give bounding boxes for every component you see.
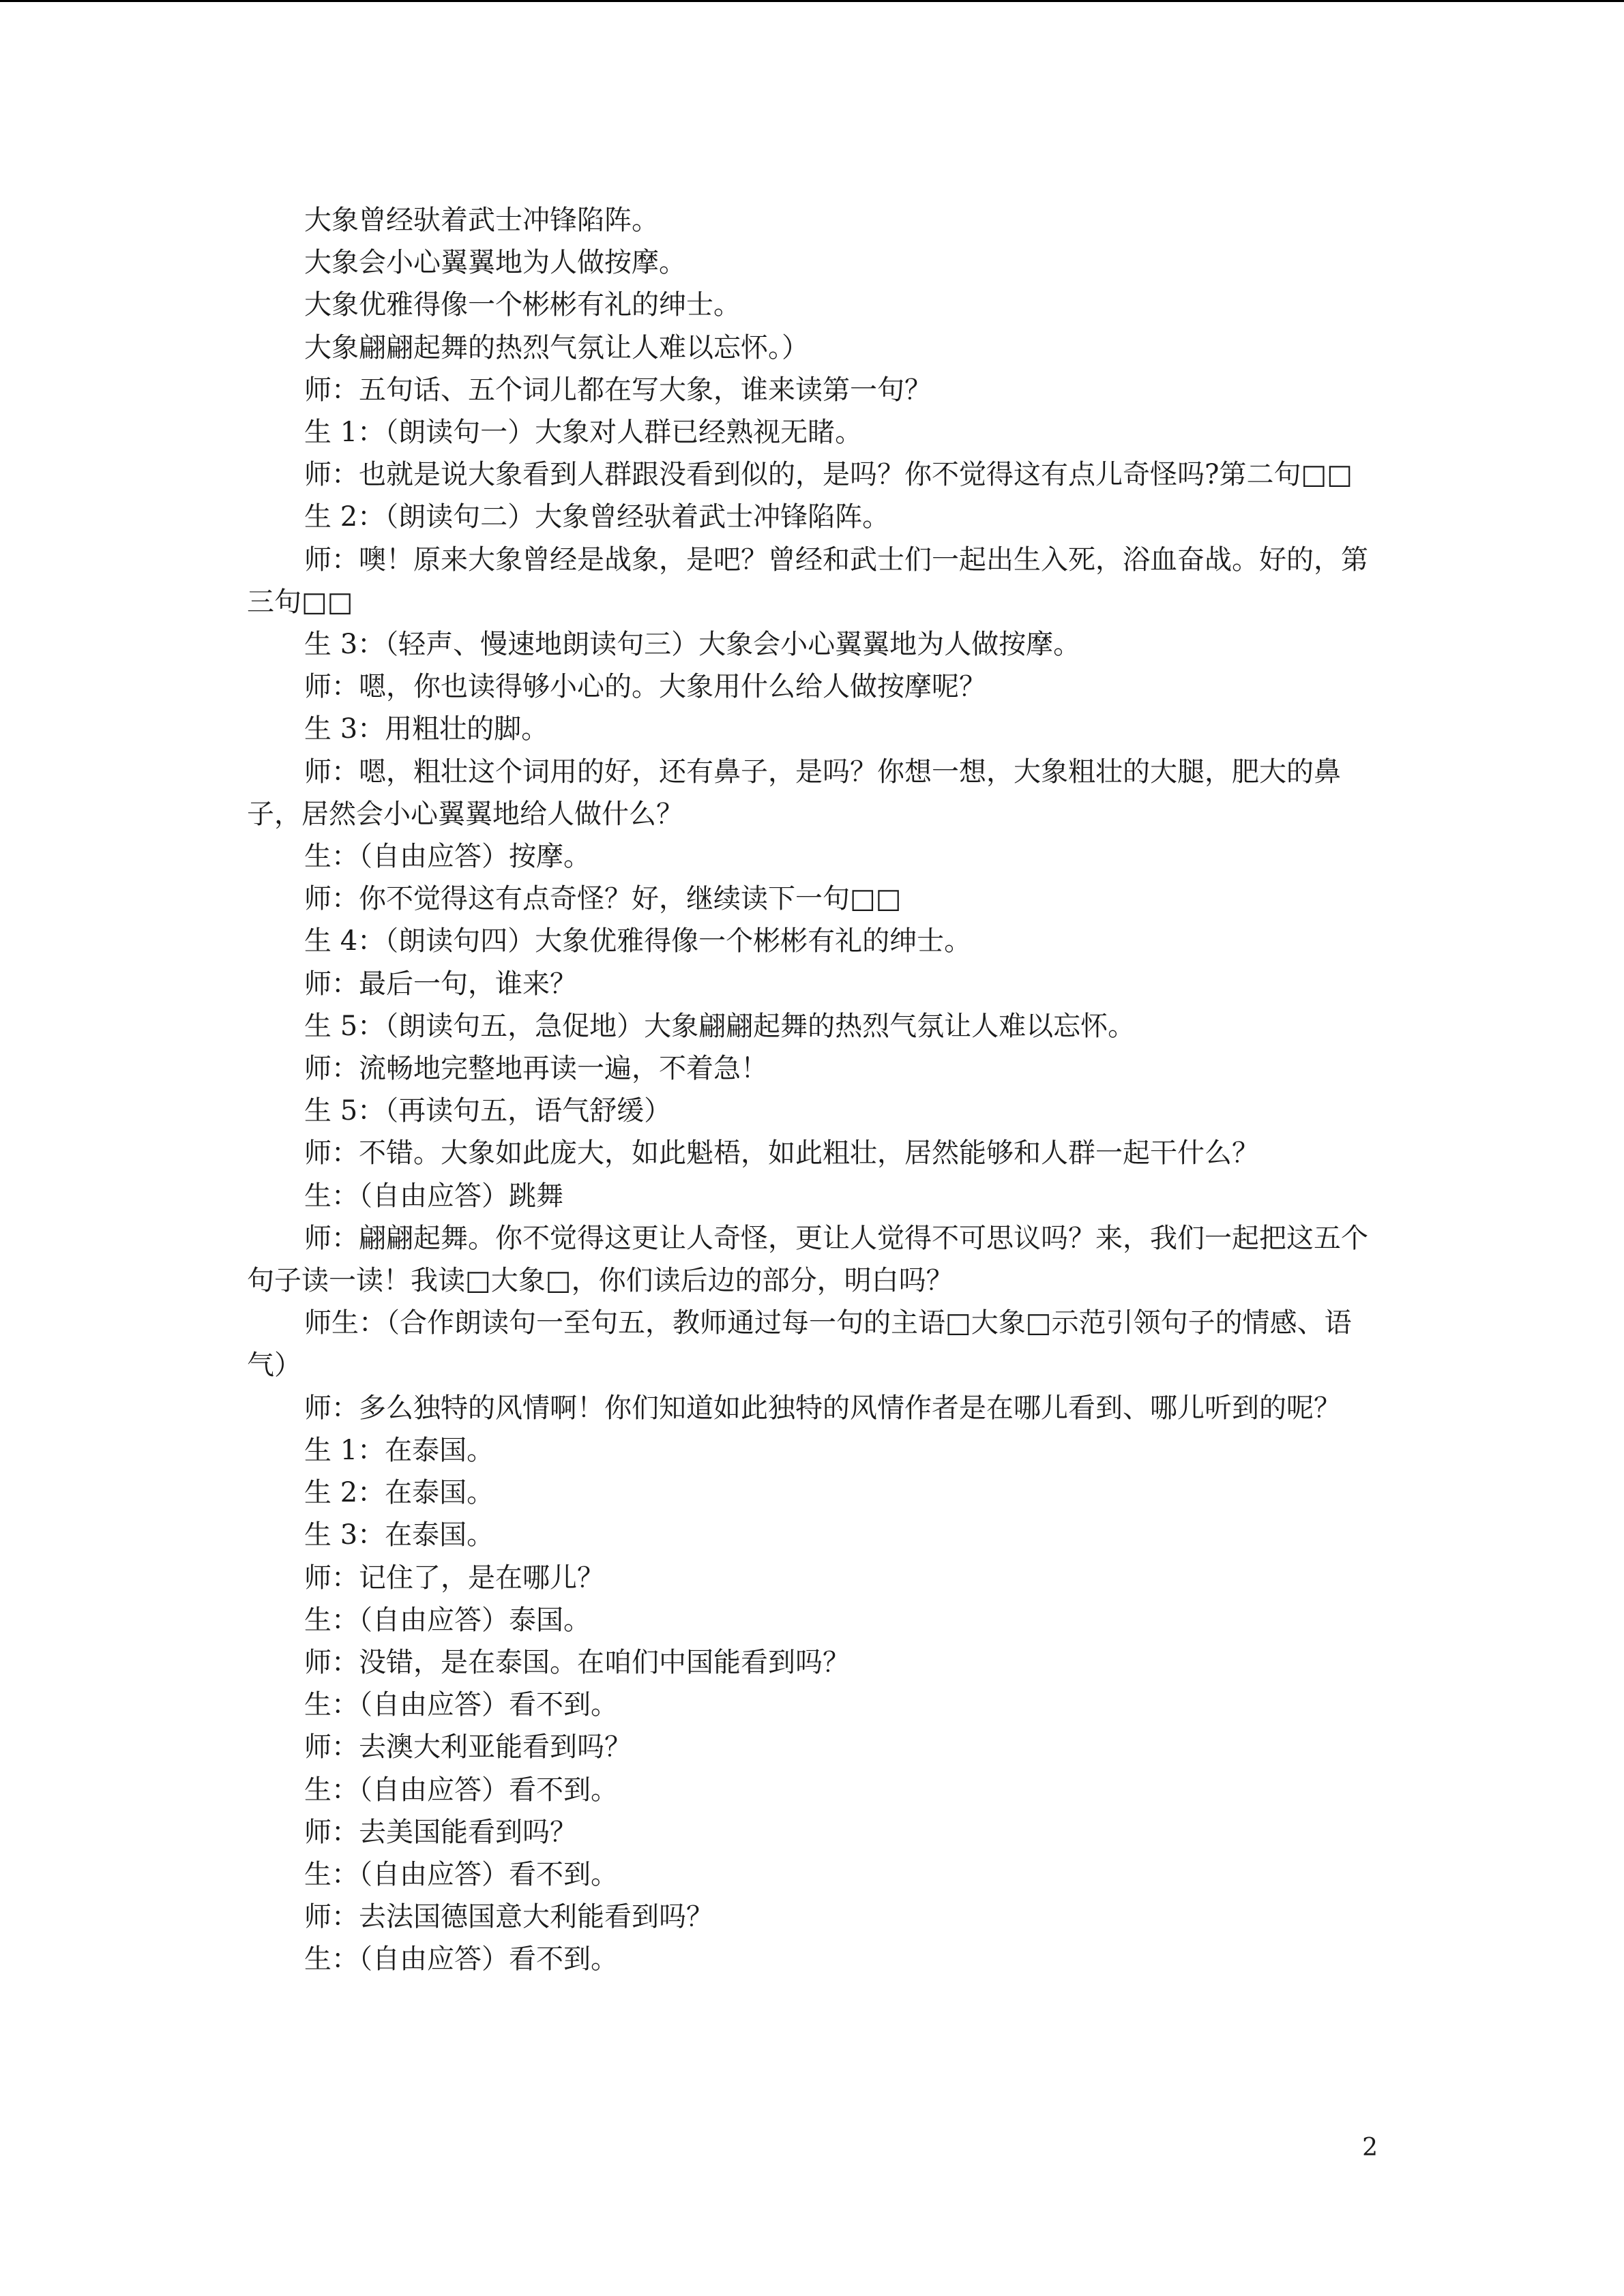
paragraph: 生 2：（朗读句二）大象曾经驮着武士冲锋陷阵。	[304, 501, 890, 533]
paragraph: 师：没错，是在泰国。在咱们中国能看到吗？	[304, 1646, 850, 1678]
paragraph: 师：去法国德国意大利能看到吗？	[304, 1901, 713, 1933]
paragraph: 生 5：（朗读句五，急促地）大象翩翩起舞的热烈气氛让人难以忘怀。	[304, 1010, 1136, 1042]
paragraph: 师：嗯，你也读得够小心的。大象用什么给人做按摩呢？	[304, 671, 986, 703]
paragraph: 师：多么独特的风情啊！你们知道如此独特的风情作者是在哪儿看到、哪儿听到的呢？	[304, 1392, 1341, 1424]
paragraph: 生：（自由应答）看不到。	[304, 1689, 618, 1721]
paragraph: 生：（自由应答）看不到。	[304, 1774, 618, 1806]
paragraph: 师：记住了，是在哪儿？	[304, 1562, 604, 1594]
paragraph: 生 1：（朗读句一）大象对人群已经熟视无睹。	[304, 417, 863, 449]
paragraph: 师：五句话、五个词儿都在写大象，谁来读第一句？	[304, 374, 932, 406]
paragraph: 师：流畅地完整地再读一遍，不着急！	[304, 1053, 768, 1085]
paragraph: 师生：（合作朗读句一至句五，教师通过每一句的主语□大象□示范引领句子的情感、语气）	[247, 1307, 1352, 1382]
paragraph: 生 2：在泰国。	[304, 1477, 494, 1509]
paragraph: 生：（自由应答）看不到。	[304, 1858, 618, 1890]
paragraph: 师：不错。大象如此庞大，如此魁梧，如此粗壮，居然能够和人群一起干什么？	[304, 1137, 1259, 1169]
paragraph: 生：（自由应答）泰国。	[304, 1604, 591, 1636]
paragraph: 师：也就是说大象看到人群跟没看到似的，是吗？你不觉得这有点儿奇怪吗?第二句□□	[304, 459, 1353, 491]
paragraph: 大象会小心翼翼地为人做按摩。	[304, 247, 686, 279]
page-number: 2	[1362, 2134, 1378, 2162]
paragraph: 师：你不觉得这有点奇怪？好，继续读下一句□□	[304, 883, 902, 915]
paragraph: 师：去美国能看到吗？	[304, 1816, 577, 1848]
paragraph: 生 1：在泰国。	[304, 1434, 494, 1466]
paragraph: 生 3：（轻声、慢速地朗读句三）大象会小心翼翼地为人做按摩。	[304, 629, 1081, 661]
paragraph: 生：（自由应答）按摩。	[304, 841, 591, 873]
paragraph: 生 5：（再读句五，语气舒缓）	[304, 1095, 672, 1127]
paragraph: 生 3：用粗壮的脚。	[304, 713, 549, 745]
paragraph: 师：去澳大利亚能看到吗？	[304, 1731, 632, 1763]
document-body	[247, 199, 1379, 1981]
paragraph: 师：噢！原来大象曾经是战象，是吧？曾经和武士们一起出生入死，浴血奋战。好的，第三句□□	[247, 543, 1368, 618]
paragraph: 生：（自由应答）跳舞	[304, 1180, 563, 1212]
paragraph: 生：（自由应答）看不到。	[304, 1943, 618, 1976]
paragraph: 大象曾经驮着武士冲锋陷阵。	[304, 205, 659, 236]
paragraph: 生 3：在泰国。	[304, 1519, 494, 1551]
paragraph: 师：最后一句，谁来？	[304, 968, 577, 1000]
paragraph: 生 4：（朗读句四）大象优雅得像一个彬彬有礼的绅士。	[304, 925, 972, 957]
paragraph: 大象翩翩起舞的热烈气氛让人难以忘怀。）	[304, 331, 809, 363]
paragraph: 大象优雅得像一个彬彬有礼的绅士。	[304, 289, 741, 321]
paragraph: 师：翩翩起舞。你不觉得这更让人奇怪，更让人觉得不可思议吗？来，我们一起把这五个句子读一读！我读□大象□，你们读后边的部分，明白吗？	[247, 1222, 1368, 1297]
paragraph: 师：嗯，粗壮这个词用的好，还有鼻子，是吗？你想一想，大象粗壮的大腿，肥大的鼻子，居然会小心翼翼地给人做什么？	[247, 756, 1341, 830]
page-top-border	[0, 0, 1624, 2]
